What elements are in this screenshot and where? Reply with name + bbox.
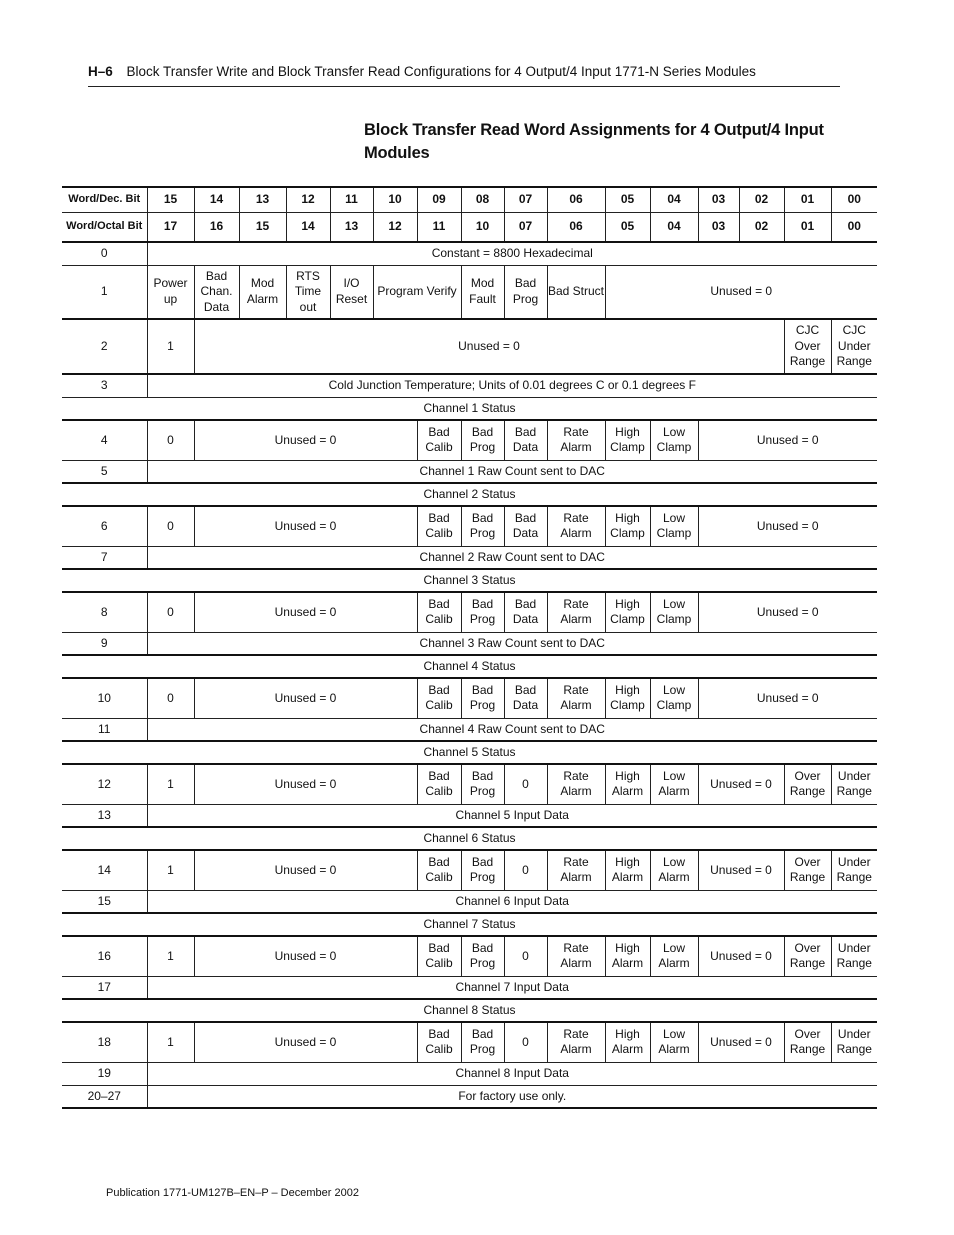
over-range-bit: Over Range xyxy=(784,1022,831,1062)
high-alarm-bit: High Alarm xyxy=(605,764,650,804)
bad-calib-bit: Bad Calib xyxy=(417,506,461,546)
octal-bit: 13 xyxy=(330,212,373,242)
word-1-row xyxy=(62,265,877,319)
status-word-row xyxy=(62,936,877,976)
high-clamp-bit: High Clamp xyxy=(605,506,650,546)
bad-data-bit: Bad Data xyxy=(504,678,547,718)
unused-bits: Unused = 0 xyxy=(698,764,784,804)
rate-alarm-bit: Rate Alarm xyxy=(547,850,605,890)
rate-alarm-bit: Rate Alarm xyxy=(547,936,605,976)
word-number: 16 xyxy=(62,936,147,976)
word-number: 20–27 xyxy=(62,1085,147,1108)
unused-bits: Unused = 0 xyxy=(698,420,877,460)
dec-bit: 02 xyxy=(739,187,784,212)
bit-15-value: 1 xyxy=(147,764,194,804)
word-number: 4 xyxy=(62,420,147,460)
data-word-row xyxy=(62,718,877,741)
over-range-bit: Over Range xyxy=(784,850,831,890)
word-number: 1 xyxy=(62,265,147,319)
octal-bit-label: Word/Octal Bit xyxy=(62,212,147,242)
unused-bits: Unused = 0 xyxy=(194,850,417,890)
octal-bit: 12 xyxy=(373,212,417,242)
low-clamp-bit: Low Clamp xyxy=(650,678,698,718)
bad-calib-bit: Bad Calib xyxy=(417,592,461,632)
cjc-under-range-bit: CJC Under Range xyxy=(831,319,877,374)
word-number: 3 xyxy=(62,374,147,397)
over-range-bit: Over Range xyxy=(784,764,831,804)
bit-15-value: 1 xyxy=(147,1022,194,1062)
word-number: 15 xyxy=(62,890,147,913)
word-number: 18 xyxy=(62,1022,147,1062)
dec-bit: 12 xyxy=(286,187,330,212)
cjc-over-range-bit: CJC Over Range xyxy=(784,319,831,374)
channel-status-heading-row xyxy=(62,655,877,678)
channel-status-heading-row xyxy=(62,913,877,936)
section-title: Block Transfer Read Word Assignments for 4 Output/4 Input Modules xyxy=(364,121,824,162)
channel-status-heading: Channel 2 Status xyxy=(62,483,877,506)
bit-15-value: 1 xyxy=(147,850,194,890)
octal-bit: 05 xyxy=(605,212,650,242)
bad-calib-bit: Bad Calib xyxy=(417,1022,461,1062)
dec-bit: 04 xyxy=(650,187,698,212)
unused-bits: Unused = 0 xyxy=(605,265,877,319)
channel-data-cell: Channel 4 Raw Count sent to DAC xyxy=(147,718,877,741)
dec-bit: 15 xyxy=(147,187,194,212)
channel-status-heading-row xyxy=(62,741,877,764)
dec-bit: 14 xyxy=(194,187,239,212)
dec-bit: 11 xyxy=(330,187,373,212)
word-number: 17 xyxy=(62,976,147,999)
word-number: 12 xyxy=(62,764,147,804)
bad-chan-data-bit: Bad Chan. Data xyxy=(194,265,239,319)
word-3-row xyxy=(62,374,877,397)
factory-use-cell: For factory use only. xyxy=(147,1085,877,1108)
zero-bit: 0 xyxy=(504,1022,547,1062)
octal-bit: 07 xyxy=(504,212,547,242)
channel-status-heading: Channel 5 Status xyxy=(62,741,877,764)
channel-status-heading: Channel 6 Status xyxy=(62,827,877,850)
data-word-row xyxy=(62,976,877,999)
high-alarm-bit: High Alarm xyxy=(605,850,650,890)
channel-status-heading-row xyxy=(62,999,877,1022)
bad-prog-bit: Bad Prog xyxy=(504,265,547,319)
unused-bits: Unused = 0 xyxy=(698,850,784,890)
program-verify-bit: Program Verify xyxy=(373,265,461,319)
status-word-row xyxy=(62,1022,877,1062)
unused-bits: Unused = 0 xyxy=(698,1022,784,1062)
dec-bit: 08 xyxy=(461,187,504,212)
under-range-bit: Under Range xyxy=(831,850,877,890)
bad-prog-bit: Bad Prog xyxy=(461,592,504,632)
status-word-row xyxy=(62,592,877,632)
channel-status-heading: Channel 1 Status xyxy=(62,397,877,420)
word-number: 19 xyxy=(62,1062,147,1085)
rate-alarm-bit: Rate Alarm xyxy=(547,592,605,632)
dec-bit: 06 xyxy=(547,187,605,212)
data-word-row xyxy=(62,890,877,913)
dec-bit: 05 xyxy=(605,187,650,212)
channel-status-heading-row xyxy=(62,569,877,592)
zero-bit: 0 xyxy=(504,936,547,976)
bit-15-value: 0 xyxy=(147,592,194,632)
bad-calib-bit: Bad Calib xyxy=(417,850,461,890)
low-alarm-bit: Low Alarm xyxy=(650,936,698,976)
unused-bits: Unused = 0 xyxy=(194,764,417,804)
low-clamp-bit: Low Clamp xyxy=(650,506,698,546)
bit-15-value: 1 xyxy=(147,936,194,976)
octal-bit: 04 xyxy=(650,212,698,242)
unused-bits: Unused = 0 xyxy=(194,1022,417,1062)
bit-15-value: 0 xyxy=(147,420,194,460)
cold-junction-cell: Cold Junction Temperature; Units of 0.01 degrees C or 0.1 degrees F xyxy=(147,374,877,397)
dec-bit: 13 xyxy=(239,187,286,212)
unused-bits: Unused = 0 xyxy=(194,936,417,976)
octal-bit: 17 xyxy=(147,212,194,242)
data-word-row xyxy=(62,546,877,569)
data-word-row xyxy=(62,460,877,483)
rate-alarm-bit: Rate Alarm xyxy=(547,420,605,460)
high-clamp-bit: High Clamp xyxy=(605,592,650,632)
mod-alarm-bit: Mod Alarm xyxy=(239,265,286,319)
word-number: 2 xyxy=(62,319,147,374)
data-word-row xyxy=(62,804,877,827)
running-header xyxy=(88,64,840,87)
bad-calib-bit: Bad Calib xyxy=(417,764,461,804)
channel-status-heading: Channel 7 Status xyxy=(62,913,877,936)
word-number: 10 xyxy=(62,678,147,718)
unused-bits: Unused = 0 xyxy=(698,506,877,546)
word-number: 9 xyxy=(62,632,147,655)
word-number: 8 xyxy=(62,592,147,632)
bit-15-value: 0 xyxy=(147,678,194,718)
octal-bit: 03 xyxy=(698,212,739,242)
publication-footer: Publication 1771-UM127B–EN–P – December 2002 xyxy=(106,1187,359,1199)
bad-prog-bit: Bad Prog xyxy=(461,420,504,460)
word-number: 5 xyxy=(62,460,147,483)
bad-calib-bit: Bad Calib xyxy=(417,936,461,976)
octal-bit: 01 xyxy=(784,212,831,242)
word-number: 14 xyxy=(62,850,147,890)
page-number: H–6 xyxy=(88,64,113,79)
word-assignment-table xyxy=(62,186,877,1109)
dec-bit: 00 xyxy=(831,187,877,212)
unused-bits: Unused = 0 xyxy=(194,506,417,546)
channel-status-heading: Channel 3 Status xyxy=(62,569,877,592)
word-0-row xyxy=(62,242,877,265)
running-title: Block Transfer Write and Block Transfer Read Configurations for 4 Output/4 Input 1771-N Series Modules xyxy=(126,64,756,79)
channel-data-cell: Channel 1 Raw Count sent to DAC xyxy=(147,460,877,483)
channel-data-cell: Channel 7 Input Data xyxy=(147,976,877,999)
word-number: 6 xyxy=(62,506,147,546)
under-range-bit: Under Range xyxy=(831,936,877,976)
octal-bit: 15 xyxy=(239,212,286,242)
header-row-decimal xyxy=(62,187,877,212)
rts-timeout-bit: RTS Time out xyxy=(286,265,330,319)
status-word-row xyxy=(62,506,877,546)
dec-bit: 01 xyxy=(784,187,831,212)
bad-data-bit: Bad Data xyxy=(504,592,547,632)
octal-bit: 14 xyxy=(286,212,330,242)
bad-prog-bit: Bad Prog xyxy=(461,1022,504,1062)
dec-bit: 07 xyxy=(504,187,547,212)
low-alarm-bit: Low Alarm xyxy=(650,764,698,804)
dec-bit: 10 xyxy=(373,187,417,212)
octal-bit: 11 xyxy=(417,212,461,242)
low-alarm-bit: Low Alarm xyxy=(650,1022,698,1062)
low-clamp-bit: Low Clamp xyxy=(650,592,698,632)
octal-bit: 10 xyxy=(461,212,504,242)
channel-status-heading: Channel 8 Status xyxy=(62,999,877,1022)
low-alarm-bit: Low Alarm xyxy=(650,850,698,890)
channel-status-heading-row xyxy=(62,827,877,850)
zero-bit: 0 xyxy=(504,850,547,890)
dec-bit: 03 xyxy=(698,187,739,212)
bit-15-value: 1 xyxy=(147,319,194,374)
mod-fault-bit: Mod Fault xyxy=(461,265,504,319)
unused-bits: Unused = 0 xyxy=(194,319,784,374)
data-word-row xyxy=(62,632,877,655)
header-row-octal xyxy=(62,212,877,242)
bit-15-value: 0 xyxy=(147,506,194,546)
channel-data-cell: Channel 5 Input Data xyxy=(147,804,877,827)
unused-bits: Unused = 0 xyxy=(194,678,417,718)
factory-row xyxy=(62,1085,877,1108)
channel-data-cell: Channel 2 Raw Count sent to DAC xyxy=(147,546,877,569)
channel-status-heading-row xyxy=(62,483,877,506)
table-body xyxy=(62,187,877,1108)
channel-data-cell: Channel 3 Raw Count sent to DAC xyxy=(147,632,877,655)
unused-bits: Unused = 0 xyxy=(194,420,417,460)
channel-status-heading: Channel 4 Status xyxy=(62,655,877,678)
dec-bit-label: Word/Dec. Bit xyxy=(62,187,147,212)
rate-alarm-bit: Rate Alarm xyxy=(547,764,605,804)
unused-bits: Unused = 0 xyxy=(698,678,877,718)
status-word-row xyxy=(62,764,877,804)
unused-bits: Unused = 0 xyxy=(698,592,877,632)
bad-prog-bit: Bad Prog xyxy=(461,764,504,804)
bad-prog-bit: Bad Prog xyxy=(461,506,504,546)
bad-calib-bit: Bad Calib xyxy=(417,420,461,460)
bad-prog-bit: Bad Prog xyxy=(461,850,504,890)
octal-bit: 16 xyxy=(194,212,239,242)
power-up-bit: Power up xyxy=(147,265,194,319)
bad-data-bit: Bad Data xyxy=(504,506,547,546)
constant-cell: Constant = 8800 Hexadecimal xyxy=(147,242,877,265)
status-word-row xyxy=(62,420,877,460)
rate-alarm-bit: Rate Alarm xyxy=(547,1022,605,1062)
bad-prog-bit: Bad Prog xyxy=(461,678,504,718)
channel-data-cell: Channel 8 Input Data xyxy=(147,1062,877,1085)
data-word-row xyxy=(62,1062,877,1085)
dec-bit: 09 xyxy=(417,187,461,212)
word-2-row xyxy=(62,319,877,374)
unused-bits: Unused = 0 xyxy=(194,592,417,632)
channel-data-cell: Channel 6 Input Data xyxy=(147,890,877,913)
octal-bit: 06 xyxy=(547,212,605,242)
channel-status-heading-row xyxy=(62,397,877,420)
high-clamp-bit: High Clamp xyxy=(605,420,650,460)
word-number: 11 xyxy=(62,718,147,741)
io-reset-bit: I/O Reset xyxy=(330,265,373,319)
high-alarm-bit: High Alarm xyxy=(605,936,650,976)
low-clamp-bit: Low Clamp xyxy=(650,420,698,460)
zero-bit: 0 xyxy=(504,764,547,804)
word-number: 13 xyxy=(62,804,147,827)
under-range-bit: Under Range xyxy=(831,764,877,804)
bad-struct-bit: Bad Struct xyxy=(547,265,605,319)
octal-bit: 00 xyxy=(831,212,877,242)
bad-prog-bit: Bad Prog xyxy=(461,936,504,976)
status-word-row xyxy=(62,850,877,890)
rate-alarm-bit: Rate Alarm xyxy=(547,506,605,546)
bad-data-bit: Bad Data xyxy=(504,420,547,460)
word-number: 0 xyxy=(62,242,147,265)
unused-bits: Unused = 0 xyxy=(698,936,784,976)
under-range-bit: Under Range xyxy=(831,1022,877,1062)
bad-calib-bit: Bad Calib xyxy=(417,678,461,718)
octal-bit: 02 xyxy=(739,212,784,242)
word-number: 7 xyxy=(62,546,147,569)
high-alarm-bit: High Alarm xyxy=(605,1022,650,1062)
high-clamp-bit: High Clamp xyxy=(605,678,650,718)
status-word-row xyxy=(62,678,877,718)
rate-alarm-bit: Rate Alarm xyxy=(547,678,605,718)
over-range-bit: Over Range xyxy=(784,936,831,976)
